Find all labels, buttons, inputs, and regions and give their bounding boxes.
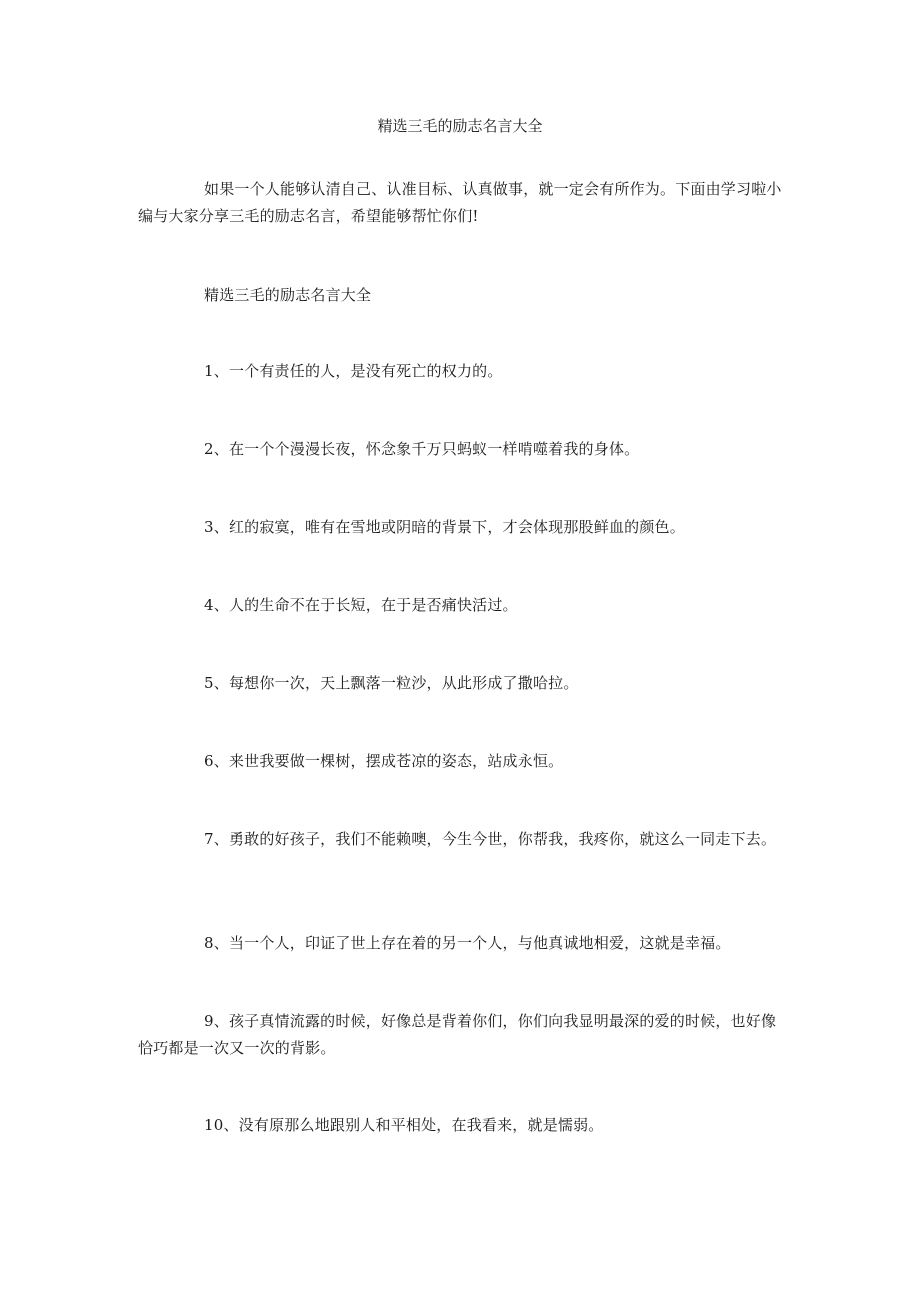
quote-item: 3、红的寂寞，唯有在雪地或阴暗的背景下，才会体现那股鲜血的颜色。 bbox=[204, 518, 685, 536]
quote-item: 7、勇敢的好孩子，我们不能赖噢，今生今世，你帮我，我疼你，就这么一同走下去。 bbox=[204, 830, 777, 848]
intro-paragraph: 如果一个人能够认清自己、认准目标、认真做事，就一定会有所作为。下面由学习啦小编与大家分享三毛的励志名言，希望能够帮忙你们! bbox=[138, 180, 782, 225]
quote-item: 4、人的生命不在于长短，在于是否痛快活过。 bbox=[204, 596, 518, 614]
quote-item: 5、每想你一次，天上飘落一粒沙，从此形成了撒哈拉。 bbox=[204, 674, 579, 692]
section-heading: 精选三毛的励志名言大全 bbox=[204, 286, 372, 304]
quote-item: 2、在一个个漫漫长夜，怀念象千万只蚂蚁一样啃噬着我的身体。 bbox=[204, 440, 640, 458]
document-title: 精选三毛的励志名言大全 bbox=[377, 117, 543, 135]
quote-item: 10、没有原那么地跟别人和平相处，在我看来，就是懦弱。 bbox=[204, 1116, 604, 1134]
quote-item: 8、当一个人，印证了世上存在着的另一个人，与他真诚地相爱，这就是幸福。 bbox=[204, 934, 731, 952]
quote-item: 9、孩子真情流露的时候，好像总是背着你们，你们向我显明最深的爱的时候，也好像恰巧都是一次又一次的背影。 bbox=[138, 1012, 777, 1057]
quote-item: 1、一个有责任的人，是没有死亡的权力的。 bbox=[204, 362, 503, 380]
quote-item: 6、来世我要做一棵树，摆成苍凉的姿态，站成永恒。 bbox=[204, 752, 564, 770]
